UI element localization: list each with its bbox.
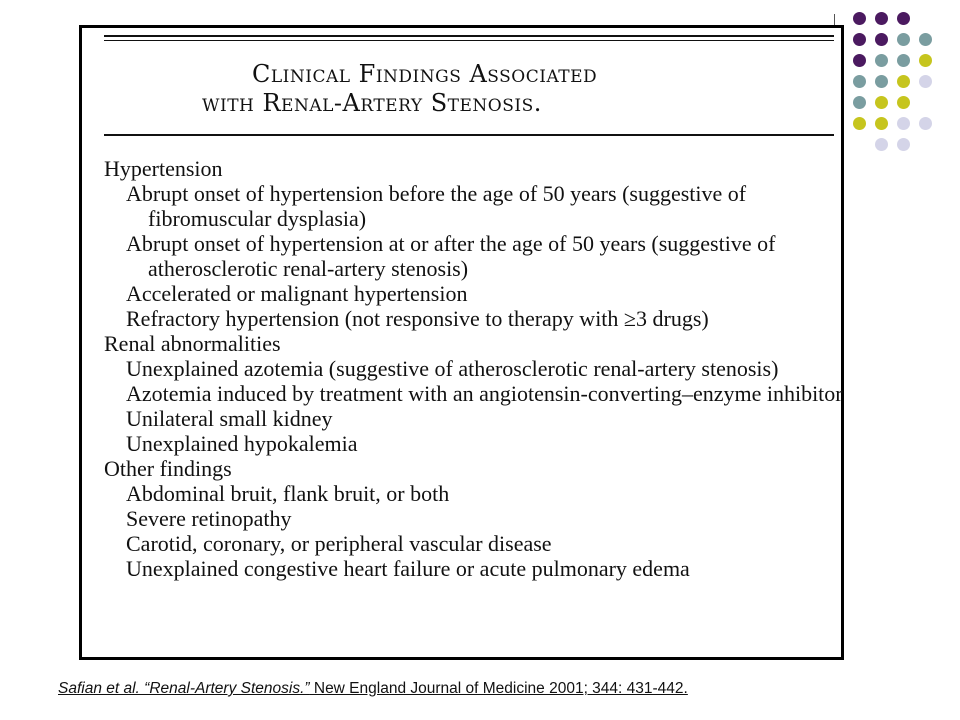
table-title-line-1: Clinical Findings Associated	[252, 60, 598, 88]
decor-dot	[853, 75, 866, 88]
finding-item: Abrupt onset of hypertension before the age of 50 years (suggestive of fibromuscular dysplasia)	[126, 181, 747, 231]
citation-author-title: Safian et al. “Renal-Artery Stenosis.”	[58, 680, 310, 697]
decor-dot	[853, 96, 866, 109]
decor-dot	[897, 138, 910, 151]
citation-journal: New England Journal of Medicine 2001; 344: 431-442.	[309, 680, 688, 697]
findings-list	[104, 156, 844, 581]
decor-dot	[875, 117, 888, 130]
finding-item: Refractory hypertension (not responsive to therapy with ≥3 drugs)	[126, 306, 709, 331]
section-heading: Hypertension	[104, 156, 223, 181]
decor-dot	[897, 12, 910, 25]
decor-dot	[853, 117, 866, 130]
finding-item: Unexplained hypokalemia	[126, 431, 358, 456]
table-image-frame	[79, 25, 844, 660]
finding-item: Carotid, coronary, or peripheral vascular disease	[126, 531, 552, 556]
table-title-line-2: with Renal-Artery Stenosis.	[202, 89, 542, 117]
decor-dot	[897, 96, 910, 109]
decor-dot	[919, 54, 932, 67]
section-hypertension	[104, 156, 844, 331]
section-heading: Renal abnormalities	[104, 331, 281, 356]
finding-item: Abrupt onset of hypertension at or after the age of 50 years (suggestive of atherosclerotic renal-artery stenosis)	[126, 231, 776, 281]
title-rule	[104, 134, 834, 136]
decor-dot	[919, 33, 932, 46]
decor-dot	[875, 96, 888, 109]
decor-dot	[853, 54, 866, 67]
finding-item: Unilateral small kidney	[126, 406, 333, 431]
decor-dot	[853, 33, 866, 46]
dot-grid-decoration	[853, 12, 933, 156]
citation-link[interactable]	[58, 679, 688, 699]
finding-item: Abdominal bruit, flank bruit, or both	[126, 481, 450, 506]
finding-item: Azotemia induced by treatment with an angiotensin-converting–enzyme inhibitor	[126, 381, 843, 406]
decor-dot	[897, 33, 910, 46]
top-rule	[104, 35, 834, 37]
decor-dot	[897, 117, 910, 130]
decor-dot	[919, 75, 932, 88]
finding-item: Accelerated or malignant hypertension	[126, 281, 468, 306]
section-other-findings	[104, 456, 844, 581]
finding-item: Unexplained azotemia (suggestive of atherosclerotic renal-artery stenosis)	[126, 356, 779, 381]
decor-dot	[875, 75, 888, 88]
finding-item: Severe retinopathy	[126, 506, 292, 531]
table-title	[202, 60, 598, 118]
decor-dot	[875, 138, 888, 151]
decor-dot	[919, 117, 932, 130]
section-heading: Other findings	[104, 456, 232, 481]
decor-dot	[853, 12, 866, 25]
decor-dot	[875, 33, 888, 46]
decor-dot	[875, 12, 888, 25]
top-rule-thin	[104, 40, 834, 41]
decor-dot	[875, 54, 888, 67]
finding-item: Unexplained congestive heart failure or acute pulmonary edema	[126, 556, 690, 581]
section-renal-abnormalities	[104, 331, 844, 456]
decor-dot	[897, 54, 910, 67]
decor-dot	[897, 75, 910, 88]
